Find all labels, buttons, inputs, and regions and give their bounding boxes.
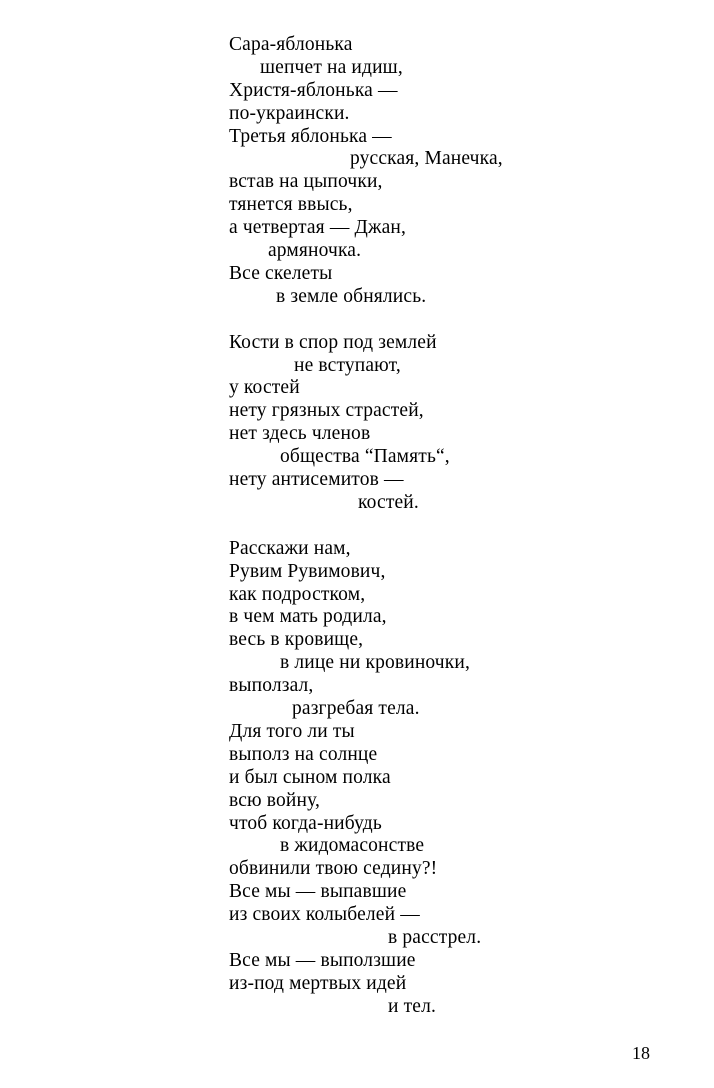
- poem-line: шепчет на идиш,: [260, 56, 403, 78]
- poem-line: нету грязных страстей,: [229, 400, 424, 422]
- poem-line: Христя-яблонька —: [229, 79, 398, 101]
- poem-line: выполз на солнце: [229, 743, 378, 765]
- poem-line: как подростком,: [229, 583, 366, 605]
- poem-line: тянется ввысь,: [229, 194, 353, 216]
- poem-line: Все мы — выпавшие: [229, 881, 407, 903]
- poem-line: всю войну,: [229, 789, 321, 811]
- poem-line: нет здесь членов: [229, 423, 371, 445]
- poem-line: Все мы — выползшие: [229, 949, 416, 971]
- poem-text: [0, 34, 714, 1019]
- poem-line: и был сыном полка: [229, 766, 391, 788]
- poem-line: в земле обнялись.: [276, 285, 427, 307]
- stanza-2: [0, 332, 714, 515]
- poem-line: из своих колыбелей —: [229, 904, 420, 926]
- poem-line: чтоб когда-нибудь: [229, 812, 382, 834]
- poem-line: и тел.: [388, 995, 436, 1017]
- poem-line: встав на цыпочки,: [229, 171, 383, 193]
- poem-line: из-под мертвых идей: [229, 972, 407, 994]
- poem-line: Рувим Рувимович,: [229, 560, 386, 582]
- poem-line: Расскажи нам,: [229, 537, 351, 559]
- poem-line: в жидомасонстве: [280, 835, 425, 857]
- poem-line: не вступают,: [294, 354, 401, 376]
- poem-line: выползал,: [229, 675, 314, 697]
- poem-line: а четвертая — Джан,: [229, 217, 406, 239]
- poem-line: армяночка.: [268, 240, 362, 262]
- poem-line: по-украински.: [229, 102, 350, 124]
- stanza-3: [0, 538, 714, 1019]
- poem-line: весь в кровище,: [229, 629, 364, 651]
- page-number: 18: [632, 1043, 650, 1063]
- poem-line: Все скелеты: [229, 262, 333, 284]
- poem-line: Сара-яблонька: [229, 34, 353, 55]
- poem-line: в чем мать родила,: [229, 606, 387, 628]
- stanza-break: [0, 515, 714, 538]
- stanza-1: [0, 34, 714, 309]
- poem-line: в расстрел.: [388, 926, 482, 948]
- poem-line: Для того ли ты: [229, 720, 355, 742]
- poem-line: нету антисемитов —: [229, 469, 404, 491]
- stanza-break: [0, 309, 714, 332]
- poem-line: обвинили твою седину?!: [229, 858, 438, 880]
- poem-line: Кости в спор под землей: [229, 331, 437, 353]
- poem-line: русская, Манечка,: [350, 148, 503, 170]
- poem-line: общества “Память“,: [280, 446, 450, 468]
- poem-line: у костей: [229, 377, 300, 399]
- poem-line: в лице ни кровиночки,: [280, 652, 470, 674]
- poem-line: Третья яблонька —: [229, 125, 392, 147]
- poem-line: разгребая тела.: [292, 698, 420, 720]
- poem-line: костей.: [358, 491, 419, 513]
